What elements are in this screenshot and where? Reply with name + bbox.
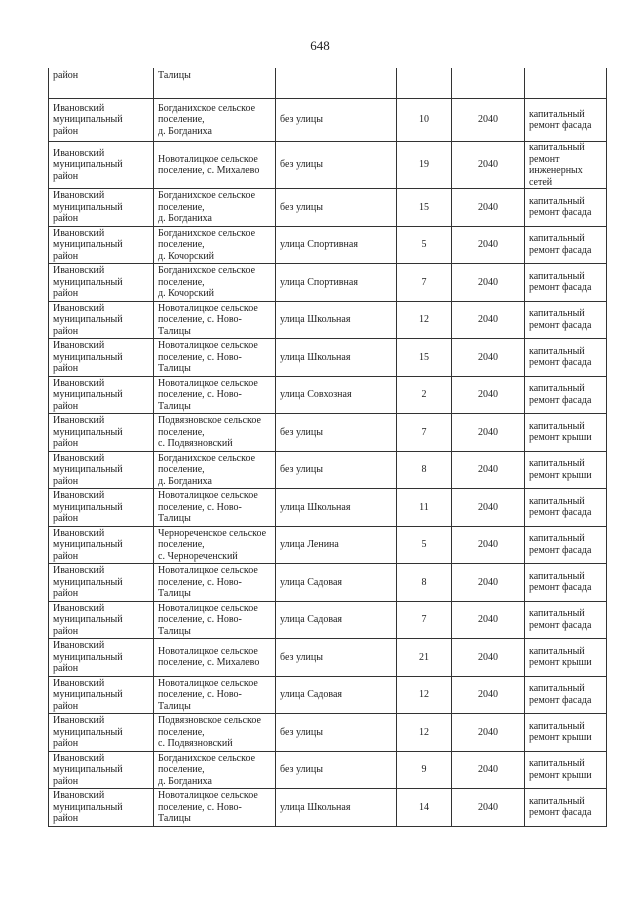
cell-work-type: капитальный ремонт крыши — [525, 639, 607, 677]
cell-work-type: капитальный ремонт крыши — [525, 414, 607, 452]
cell-year: 2040 — [452, 789, 525, 827]
cell-house-number: 12 — [397, 676, 452, 714]
table-row — [49, 142, 607, 189]
table-row — [49, 226, 607, 264]
cell-year: 2040 — [452, 226, 525, 264]
cell-settlement: Богданихское сельское поселение, д. Богданиха — [154, 751, 276, 789]
cell-street — [276, 68, 397, 99]
cell-street: улица Садовая — [276, 601, 397, 639]
cell-house-number: 5 — [397, 526, 452, 564]
cell-year: 2040 — [452, 301, 525, 339]
cell-district: Ивановский муниципальный район — [49, 376, 154, 414]
cell-year: 2040 — [452, 99, 525, 142]
cell-house-number: 5 — [397, 226, 452, 264]
cell-street: без улицы — [276, 189, 397, 227]
table-row — [49, 489, 607, 527]
cell-work-type — [525, 68, 607, 99]
cell-year: 2040 — [452, 264, 525, 302]
cell-year: 2040 — [452, 489, 525, 527]
table-row — [49, 714, 607, 752]
cell-settlement: Чернореченское сельское поселение, с. Чернореченский — [154, 526, 276, 564]
cell-settlement: Богданихское сельское поселение, д. Кочорский — [154, 226, 276, 264]
cell-year: 2040 — [452, 676, 525, 714]
buildings-table — [48, 68, 607, 827]
cell-settlement: Богданихское сельское поселение, д. Богданиха — [154, 189, 276, 227]
cell-work-type: капитальный ремонт фасада — [525, 676, 607, 714]
cell-work-type: капитальный ремонт фасада — [525, 489, 607, 527]
cell-work-type: капитальный ремонт фасада — [525, 339, 607, 377]
table-row — [49, 339, 607, 377]
table-row — [49, 376, 607, 414]
cell-street: улица Садовая — [276, 676, 397, 714]
table-row — [49, 789, 607, 827]
cell-year: 2040 — [452, 639, 525, 677]
cell-house-number: 15 — [397, 189, 452, 227]
cell-district: Ивановский муниципальный район — [49, 639, 154, 677]
cell-street: без улицы — [276, 451, 397, 489]
cell-house-number: 7 — [397, 601, 452, 639]
cell-district: Ивановский муниципальный район — [49, 751, 154, 789]
cell-district: Ивановский муниципальный район — [49, 301, 154, 339]
cell-house-number: 8 — [397, 451, 452, 489]
cell-work-type: капитальный ремонт фасада — [525, 99, 607, 142]
cell-street: без улицы — [276, 99, 397, 142]
cell-district: Ивановский муниципальный район — [49, 264, 154, 302]
cell-house-number: 8 — [397, 564, 452, 602]
cell-district: Ивановский муниципальный район — [49, 601, 154, 639]
cell-settlement: Новоталицкое сельское поселение, с. Ново-Талицы — [154, 301, 276, 339]
table-row — [49, 301, 607, 339]
cell-year: 2040 — [452, 339, 525, 377]
cell-settlement: Подвязновское сельское поселение, с. Подвязновский — [154, 414, 276, 452]
cell-work-type: капитальный ремонт крыши — [525, 451, 607, 489]
cell-street: улица Школьная — [276, 339, 397, 377]
page-number: 648 — [310, 38, 330, 53]
cell-house-number: 15 — [397, 339, 452, 377]
cell-street: улица Ленина — [276, 526, 397, 564]
cell-settlement: Новоталицкое сельское поселение, с. Михалево — [154, 639, 276, 677]
cell-settlement: Новоталицкое сельское поселение, с. Михалево — [154, 142, 276, 189]
cell-district: Ивановский муниципальный район — [49, 142, 154, 189]
cell-street: улица Садовая — [276, 564, 397, 602]
table-row — [49, 751, 607, 789]
cell-street: без улицы — [276, 714, 397, 752]
cell-settlement: Новоталицкое сельское поселение, с. Ново-Талицы — [154, 564, 276, 602]
cell-year: 2040 — [452, 714, 525, 752]
table-row — [49, 564, 607, 602]
cell-work-type: капитальный ремонт фасада — [525, 789, 607, 827]
cell-settlement: Новоталицкое сельское поселение, с. Ново-Талицы — [154, 676, 276, 714]
cell-street: улица Школьная — [276, 489, 397, 527]
cell-work-type: капитальный ремонт фасада — [525, 301, 607, 339]
table-row — [49, 526, 607, 564]
cell-house-number: 12 — [397, 301, 452, 339]
cell-house-number: 12 — [397, 714, 452, 752]
cell-street: без улицы — [276, 751, 397, 789]
cell-settlement: Новоталицкое сельское поселение, с. Ново-Талицы — [154, 489, 276, 527]
cell-district: Ивановский муниципальный район — [49, 526, 154, 564]
cell-year: 2040 — [452, 142, 525, 189]
cell-work-type: капитальный ремонт инженерных сетей — [525, 142, 607, 189]
cell-district: Ивановский муниципальный район — [49, 564, 154, 602]
cell-district: Ивановский муниципальный район — [49, 339, 154, 377]
cell-work-type: капитальный ремонт крыши — [525, 714, 607, 752]
cell-year: 2040 — [452, 601, 525, 639]
cell-street: без улицы — [276, 639, 397, 677]
cell-house-number: 21 — [397, 639, 452, 677]
cell-settlement: Новоталицкое сельское поселение, с. Ново-Талицы — [154, 339, 276, 377]
cell-settlement: Новоталицкое сельское поселение, с. Ново-Талицы — [154, 789, 276, 827]
cell-street: улица Спортивная — [276, 264, 397, 302]
cell-year: 2040 — [452, 451, 525, 489]
cell-work-type: капитальный ремонт фасада — [525, 564, 607, 602]
table-row — [49, 601, 607, 639]
table-row — [49, 99, 607, 142]
cell-house-number: 10 — [397, 99, 452, 142]
cell-year: 2040 — [452, 751, 525, 789]
cell-district: Ивановский муниципальный район — [49, 489, 154, 527]
cell-work-type: капитальный ремонт фасада — [525, 526, 607, 564]
cell-district: Ивановский муниципальный район — [49, 99, 154, 142]
cell-street: улица Школьная — [276, 789, 397, 827]
table-row — [49, 189, 607, 227]
cell-year: 2040 — [452, 189, 525, 227]
cell-house-number — [397, 68, 452, 99]
cell-settlement: Подвязновское сельское поселение, с. Подвязновский — [154, 714, 276, 752]
cell-work-type: капитальный ремонт фасада — [525, 226, 607, 264]
cell-settlement: Богданихское сельское поселение, д. Богданиха — [154, 99, 276, 142]
cell-settlement: Богданихское сельское поселение, д. Кочорский — [154, 264, 276, 302]
cell-year: 2040 — [452, 526, 525, 564]
cell-house-number: 14 — [397, 789, 452, 827]
table-row — [49, 639, 607, 677]
cell-house-number: 7 — [397, 264, 452, 302]
cell-work-type: капитальный ремонт фасада — [525, 189, 607, 227]
cell-house-number: 9 — [397, 751, 452, 789]
cell-settlement: Богданихское сельское поселение, д. Богданиха — [154, 451, 276, 489]
table-row — [49, 264, 607, 302]
cell-district: Ивановский муниципальный район — [49, 676, 154, 714]
cell-district: Ивановский муниципальный район — [49, 451, 154, 489]
cell-district: Ивановский муниципальный район — [49, 714, 154, 752]
cell-settlement: Новоталицкое сельское поселение, с. Ново-Талицы — [154, 376, 276, 414]
cell-street: улица Школьная — [276, 301, 397, 339]
cell-work-type: капитальный ремонт крыши — [525, 751, 607, 789]
table-row — [49, 676, 607, 714]
cell-district: Ивановский муниципальный район — [49, 226, 154, 264]
cell-street: без улицы — [276, 414, 397, 452]
cell-work-type: капитальный ремонт фасада — [525, 376, 607, 414]
cell-work-type: капитальный ремонт фасада — [525, 601, 607, 639]
cell-year: 2040 — [452, 564, 525, 602]
cell-house-number: 11 — [397, 489, 452, 527]
cell-district: район — [49, 68, 154, 99]
cell-house-number: 19 — [397, 142, 452, 189]
cell-year: 2040 — [452, 414, 525, 452]
cell-district: Ивановский муниципальный район — [49, 189, 154, 227]
cell-year — [452, 68, 525, 99]
cell-street: без улицы — [276, 142, 397, 189]
table-row — [49, 68, 607, 99]
cell-street: улица Спортивная — [276, 226, 397, 264]
cell-street: улица Совхозная — [276, 376, 397, 414]
cell-house-number: 7 — [397, 414, 452, 452]
cell-house-number: 2 — [397, 376, 452, 414]
table-row — [49, 451, 607, 489]
cell-settlement: Новоталицкое сельское поселение, с. Ново-Талицы — [154, 601, 276, 639]
cell-district: Ивановский муниципальный район — [49, 789, 154, 827]
cell-district: Ивановский муниципальный район — [49, 414, 154, 452]
cell-work-type: капитальный ремонт фасада — [525, 264, 607, 302]
cell-settlement: Талицы — [154, 68, 276, 99]
cell-year: 2040 — [452, 376, 525, 414]
table-row — [49, 414, 607, 452]
